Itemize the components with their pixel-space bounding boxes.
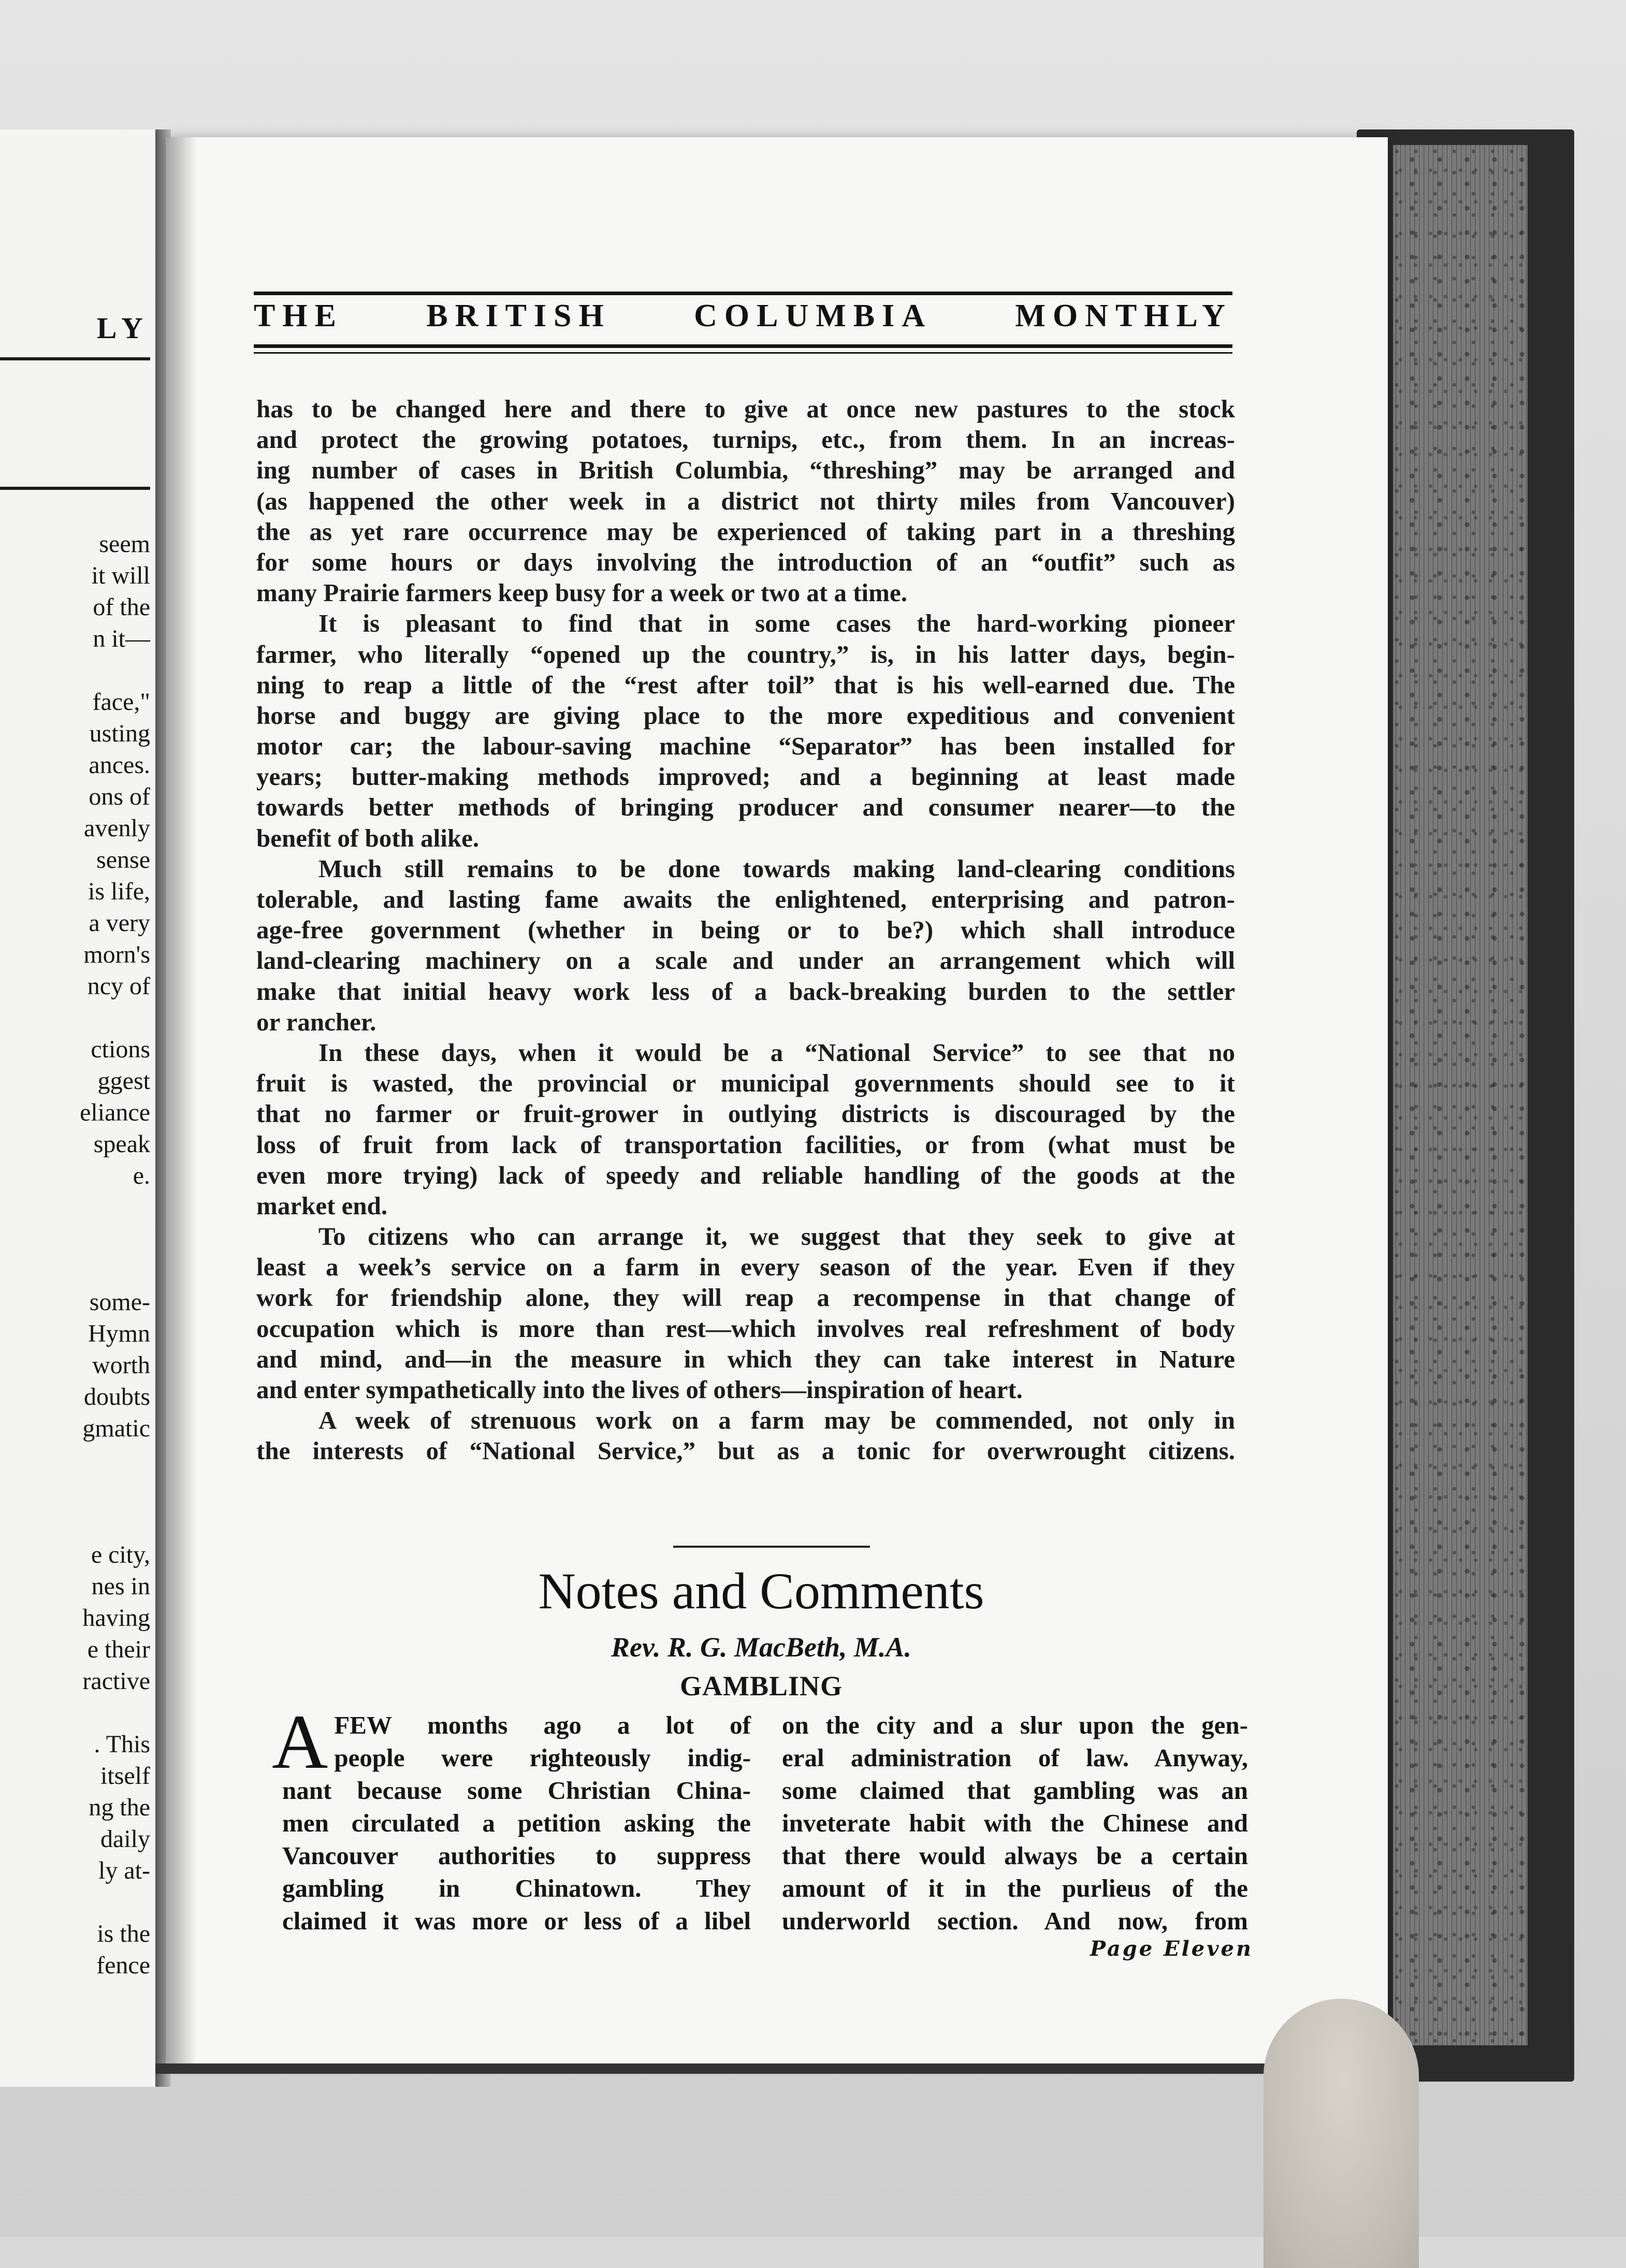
- previous-page-line: e.: [133, 1162, 150, 1189]
- subhead: GAMBLING: [679, 1670, 843, 1702]
- previous-page-line: seem: [99, 530, 150, 558]
- previous-page-line: e city,: [91, 1541, 150, 1568]
- running-head: [254, 298, 1232, 335]
- previous-page-line: [0, 1223, 150, 1255]
- previous-page-line: itself: [100, 1762, 150, 1790]
- previous-page-line: doubts: [83, 1383, 150, 1411]
- running-head-rule-bottom: [254, 344, 1232, 348]
- drop-cap: A: [272, 1699, 328, 1785]
- previous-page-line: ons of: [89, 783, 150, 810]
- previous-page-line: fence: [96, 1952, 150, 1979]
- running-head-rule-top: [254, 292, 1232, 295]
- article-line: and protect the growing potatoes, turnips, etc., from them. In an increas-: [256, 425, 1235, 454]
- previous-page-line: n it—: [93, 625, 150, 652]
- previous-page-line: ances.: [89, 751, 150, 779]
- article-line: It is pleasant to find that in some cases the hard-working pioneer: [318, 609, 1235, 638]
- article-line: occupation which is more than rest—which involves real refreshment of body: [256, 1314, 1235, 1343]
- article-line: and mind, and—in the measure in which they can take interest in Nature: [256, 1344, 1235, 1373]
- article-line: (as happened the other week in a district not thirty miles from Vancouver): [256, 486, 1235, 515]
- previous-page-line: [0, 1002, 150, 1034]
- previous-page-line: is the: [97, 1920, 150, 1947]
- running-head-word: MONTHLY: [1015, 298, 1232, 333]
- column-line: amount of it in the purlieus of the: [782, 1874, 1248, 1902]
- article-body: [256, 394, 1235, 1466]
- article-line: fruit is wasted, the provincial or municipal governments should see to it: [256, 1069, 1235, 1098]
- column-line: nant because some Christian China-: [282, 1776, 751, 1805]
- previous-page-rule-bottom: [0, 487, 150, 490]
- section-title: Notes and Comments: [538, 1562, 984, 1620]
- article-line: To citizens who can arrange it, we suggest that they seek to give at: [318, 1222, 1235, 1251]
- article-line: horse and buggy are giving place to the more expeditious and convenient: [256, 701, 1235, 730]
- article-line: farmer, who literally “opened up the country,” is, in his latter days, begin-: [256, 639, 1235, 668]
- previous-page-line: gmatic: [82, 1415, 150, 1442]
- column-line: Vancouver authorities to suppress: [282, 1841, 751, 1870]
- article-line: least a week’s service on a farm in every season of the year. Even if they: [256, 1253, 1235, 1282]
- previous-page-line: speak: [93, 1130, 150, 1158]
- previous-page-line: eliance: [80, 1099, 150, 1126]
- running-head-word: COLUMBIA: [694, 298, 933, 333]
- article-line: A week of strenuous work on a farm may be commended, not only in: [318, 1406, 1235, 1435]
- previous-page-text: [0, 528, 150, 1981]
- previous-page-line: some-: [89, 1288, 150, 1316]
- previous-page-line: avenly: [84, 815, 150, 842]
- article-line: or rancher.: [256, 1007, 376, 1036]
- column-line: men circulated a petition asking the: [282, 1809, 751, 1837]
- article-line: the interests of “National Service,” but as a tonic for overwrought citizens.: [256, 1436, 1235, 1465]
- article-line: loss of fruit from lack of transportation facilities, or from (what must be: [256, 1130, 1235, 1159]
- previous-page-line: sense: [96, 846, 150, 874]
- article-line: ing number of cases in British Columbia, “threshing” may be arranged and: [256, 456, 1235, 485]
- column-line: claimed it was more or less of a libel: [282, 1907, 751, 1935]
- previous-page-line: face,": [92, 688, 150, 716]
- previous-page-line: Hymn: [88, 1320, 150, 1347]
- previous-page-line: e their: [87, 1636, 150, 1663]
- article-line: towards better methods of bringing producer and consumer nearer—to the: [256, 793, 1235, 822]
- previous-page-line: [0, 1444, 150, 1476]
- column-line: that there would always be a certain: [782, 1841, 1248, 1870]
- previous-page-line: having: [82, 1604, 150, 1632]
- section-divider: [673, 1546, 870, 1548]
- previous-page-line: . This: [94, 1731, 150, 1758]
- page-bottom-edge: [155, 2063, 1398, 2074]
- previous-page-line: ctions: [91, 1036, 150, 1063]
- running-head-rule-double: [254, 352, 1232, 354]
- column-line: some claimed that gambling was an: [782, 1776, 1248, 1805]
- previous-page-line: nes in: [91, 1573, 150, 1600]
- previous-page-line: [0, 1507, 150, 1539]
- page-number: Page Eleven: [1090, 1937, 1253, 1961]
- previous-page-rule-top: [0, 357, 150, 360]
- column-line: gambling in Chinatown. They: [282, 1874, 751, 1902]
- column-left: [272, 1699, 751, 1937]
- previous-page-line: daily: [100, 1825, 150, 1853]
- previous-page-line: ly at-: [98, 1857, 150, 1884]
- previous-page-line: is life,: [88, 878, 150, 905]
- previous-page-line: ggest: [97, 1067, 150, 1095]
- previous-page-line: [0, 1191, 150, 1223]
- previous-page-line: it will: [91, 562, 150, 589]
- byline: Rev. R. G. MacBeth, M.A.: [611, 1632, 911, 1663]
- gutter-shadow: [166, 137, 197, 2063]
- previous-page-line: a very: [89, 909, 150, 937]
- article-line: work for friendship alone, they will reap a recompense in that change of: [256, 1283, 1235, 1312]
- article-line: has to be changed here and there to give at once new pastures to the stock: [256, 395, 1235, 423]
- previous-page: [0, 129, 161, 2087]
- running-head-word: THE: [254, 298, 343, 333]
- article-line: many Prairie farmers keep busy for a week or two at a time.: [256, 578, 907, 607]
- previous-page-line: ng the: [89, 1794, 150, 1821]
- article-line: age-free government (whether in being or to be?) which shall introduce: [256, 915, 1235, 944]
- column-line: inveterate habit with the Chinese and: [782, 1809, 1248, 1837]
- previous-page-line: [0, 1476, 150, 1507]
- article-line: and enter sympathetically into the lives of others—inspiration of heart.: [256, 1375, 1023, 1404]
- article-line: market end.: [256, 1191, 388, 1220]
- article-line: tolerable, and lasting fame awaits the enlightened, enterprising and patron-: [256, 885, 1235, 913]
- previous-page-line: [0, 1255, 150, 1286]
- article-line: benefit of both alike.: [256, 823, 480, 852]
- article-line: years; butter-making methods improved; and a beginning at least made: [256, 762, 1235, 791]
- thumb: [1264, 1999, 1419, 2268]
- article-line: make that initial heavy work less of a back-breaking burden to the settler: [256, 977, 1235, 1006]
- column-line: FEW months ago a lot of: [334, 1711, 751, 1739]
- column-line: on the city and a slur upon the gen-: [782, 1711, 1248, 1739]
- article-line: that no farmer or fruit-grower in outlying districts is discouraged by the: [256, 1099, 1235, 1128]
- previous-page-line: ractive: [82, 1667, 150, 1695]
- article-line: the as yet rare occurrence may be experienced of taking part in a threshing: [256, 517, 1235, 546]
- previous-page-line: of the: [93, 593, 150, 621]
- article-line: motor car; the labour-saving machine “Separator” has been installed for: [256, 732, 1235, 761]
- previous-page-line: [0, 1886, 150, 1918]
- column-line: people were righteously indig-: [334, 1743, 751, 1772]
- column-line: underworld section. And now, from: [782, 1907, 1248, 1935]
- previous-page-line: worth: [92, 1351, 150, 1379]
- article-line: Much still remains to be done towards making land-clearing conditions: [318, 854, 1235, 883]
- previous-page-line: [0, 655, 150, 686]
- article-line: land-clearing machinery on a scale and under an arrangement which will: [256, 946, 1235, 975]
- article-line: ning to reap a little of the “rest after toil” that is his well-earned due. The: [256, 670, 1235, 699]
- running-head-word: BRITISH: [426, 298, 611, 333]
- article-line: even more trying) lack of speedy and reliable handling of the goods at the: [256, 1160, 1235, 1189]
- previous-page-line: morn's: [83, 941, 150, 968]
- page-edges: [1393, 145, 1528, 2045]
- column-line: eral administration of law. Anyway,: [782, 1743, 1248, 1772]
- article-line: In these days, when it would be a “National Service” to see that no: [318, 1038, 1235, 1067]
- article-line: for some hours or days involving the introduction of an “outfit” such as: [256, 547, 1235, 576]
- previous-page-running-head: LY: [96, 311, 150, 345]
- column-right: [782, 1709, 1248, 1937]
- previous-page-line: ncy of: [87, 972, 150, 1000]
- previous-page-line: usting: [89, 720, 150, 747]
